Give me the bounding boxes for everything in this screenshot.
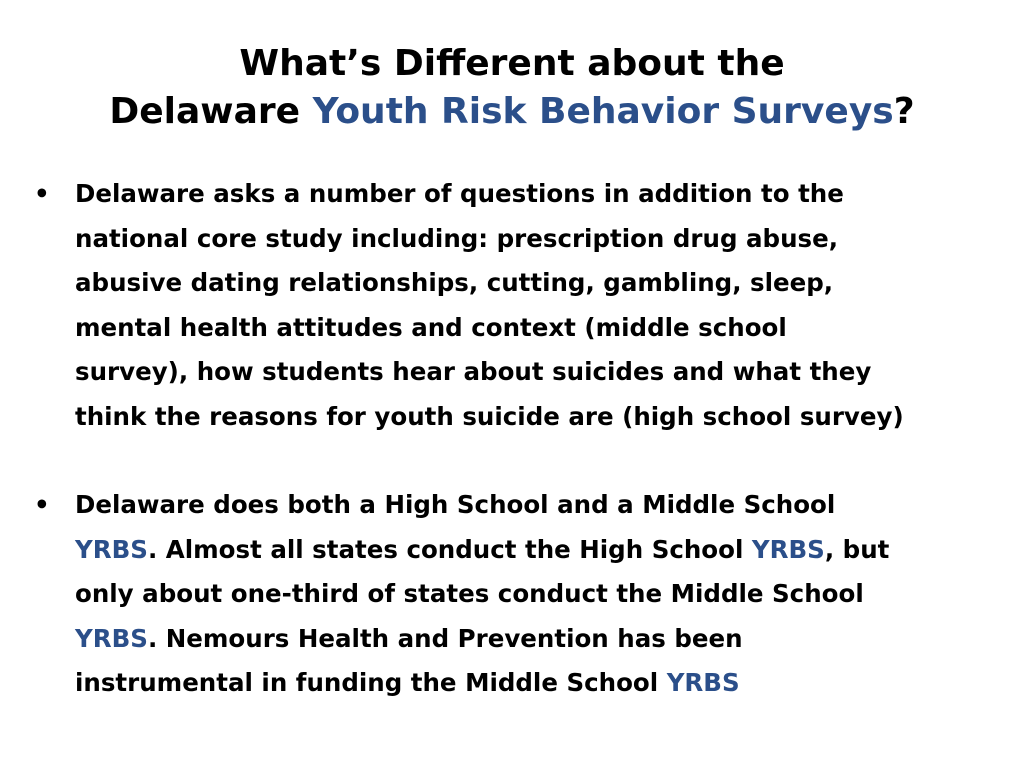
bullet-2-text: . Almost all states conduct the High School bbox=[147, 534, 752, 564]
yrbs-highlight: YRBS bbox=[75, 534, 148, 564]
bullet-2-text: instrumental in funding the Middle School bbox=[75, 668, 667, 697]
title-prefix: Delaware bbox=[109, 91, 313, 132]
bullet-1-line-3: abusive dating relationships, cutting, gambling, sleep, bbox=[75, 268, 834, 297]
yrbs-highlight: YRBS bbox=[751, 534, 825, 564]
bullet-2-line-1: Delaware does both a High School and a Middle School bbox=[75, 490, 836, 519]
bullet-1-line-1: Delaware asks a number of questions in addition to the bbox=[75, 179, 844, 208]
bullet-1-line-2: national core study including: prescription drug abuse, bbox=[75, 223, 839, 253]
bullet-1-line-4: mental health attitudes and context (middle school bbox=[75, 312, 787, 342]
title-highlight: Youth Risk Behavior Surveys bbox=[312, 91, 894, 132]
bullet-2-text: . Nemours Health and Prevention has been bbox=[147, 623, 743, 653]
bullet-2-line-2 bbox=[75, 528, 1000, 573]
slide-title bbox=[40, 40, 984, 136]
bullet-item-yrbs bbox=[34, 483, 1000, 706]
bullet-2-line-4 bbox=[75, 617, 1000, 662]
bullet-2-line-3: only about one-third of states conduct the Middle School bbox=[75, 579, 864, 608]
bullet-list bbox=[34, 172, 1000, 706]
bullet-1-line-6: think the reasons for youth suicide are (high school survey) bbox=[75, 401, 904, 431]
title-line-2 bbox=[40, 88, 984, 136]
bullet-1-line-5: survey), how students hear about suicides and what they bbox=[75, 357, 872, 386]
bullet-2-text: , but bbox=[824, 534, 890, 564]
bullet-2-line-5 bbox=[75, 661, 1000, 706]
bullet-item-questions bbox=[34, 172, 1000, 439]
title-line-1: What’s Different about the bbox=[239, 43, 785, 84]
yrbs-highlight: YRBS bbox=[666, 668, 740, 697]
title-suffix: ? bbox=[893, 91, 915, 132]
yrbs-highlight: YRBS bbox=[75, 623, 148, 653]
bullet-dot-icon: • bbox=[34, 490, 50, 519]
bullet-dot-icon: • bbox=[34, 179, 50, 208]
